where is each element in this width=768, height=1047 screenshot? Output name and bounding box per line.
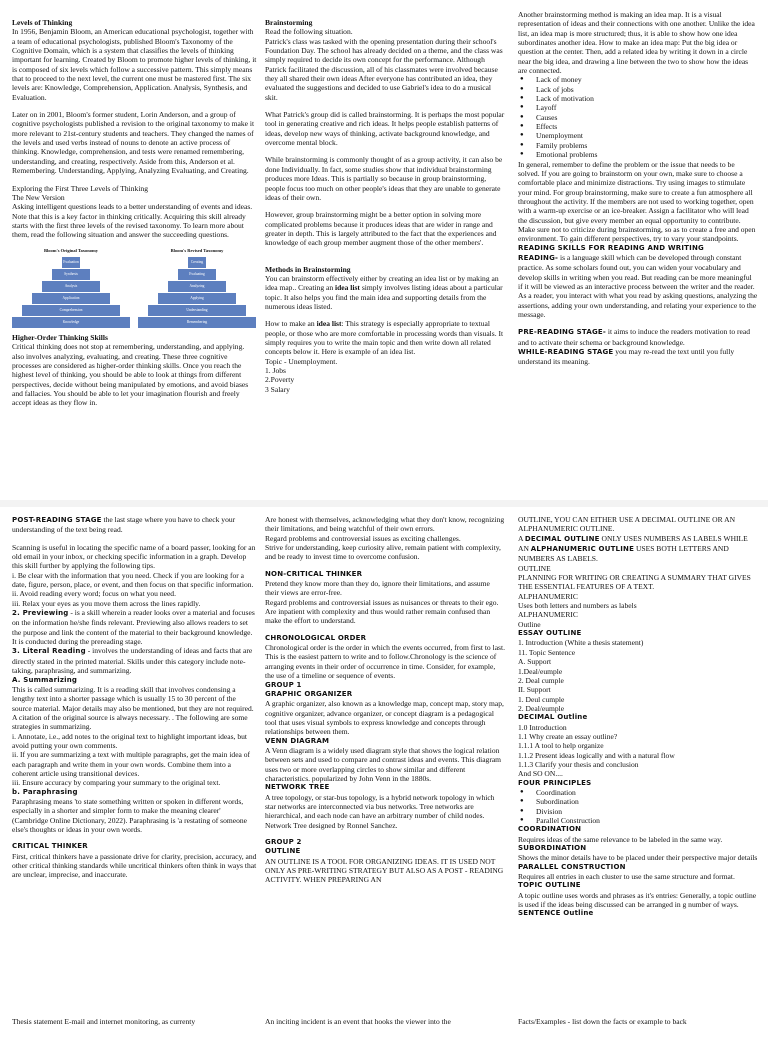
revised-taxonomy-pyramid bbox=[138, 246, 256, 329]
pyramid-title: Bloom's Original Taxonomy bbox=[43, 247, 98, 253]
idea-list-item: 1. Jobs bbox=[265, 366, 286, 375]
paragraph: Regard problems and controversial issues as nuisances or threats to their ego. bbox=[265, 597, 499, 607]
bullet-item: ● Family problems bbox=[536, 141, 758, 150]
page3-column-2: An inciting incident is an event that hooks the viewer into the bbox=[265, 1017, 451, 1026]
paragraph: Scanning is useful in locating the specific name of a board passer, looking for an old email in your inbox, or checking specific information in a graph. Develop this skill further by applying the following tips. bbox=[12, 542, 256, 571]
outline-item: 1.0 Introduction bbox=[518, 722, 567, 732]
paragraph: 2. Previewing - is a skill wherein a reader looks over a material and focuses on the information he/she finds relevant. Previewing also allows readers to set the purpose and link the content of the material to their background knowledge. It is conducted during the prereading stage. bbox=[12, 608, 255, 647]
paragraph: A tree topology, or star-bus topology, is a hybrid network topology in which star networks are interconnected via bus networks. Tree networks are hierarchical, and each node can have an arbitrary number of child nodes. Network Tree designed by Ronnel Sanchez. bbox=[265, 792, 495, 830]
idea-list-item: 2.Poverty bbox=[265, 375, 295, 385]
page1-column-3 bbox=[518, 10, 758, 367]
paragraph: Are inpatient with complexity and thus would rather remain confused than make the effort to understand. bbox=[265, 607, 491, 626]
paragraph: Asking intelligent questions leads to a better understanding of events and ideas. Note that this is a key factor in thinking critically. Acquiring this skill already starts with the first three levels of the revised taxonomy. To learn more about them, read the following situation and answer the succeeding questions. bbox=[12, 202, 253, 240]
paragraph: Chronological order is the order in which the events occurred, from first to last. This is the easiest pattern to write and to follow.Chronology is the science of arranging events in their order of occurrence in time. Consider, for example, the use of a timeline or sequence of events. bbox=[265, 643, 505, 681]
heading-levels-of-thinking: Levels of Thinking bbox=[12, 18, 73, 27]
outline-item: And SO ON.... bbox=[518, 769, 563, 779]
paragraph: Strive for understanding, keep curiosity alive, remain patient with complexity, and be ready to invest time to overcome confusion. bbox=[265, 543, 501, 562]
bullet-item: ● Lack of jobs bbox=[536, 85, 758, 94]
outline-item: 2. Deal/eumple bbox=[518, 703, 565, 713]
paragraph: A graphic organizer, also known as a knowledge map, concept map, story map, cognitive organizer, advance organizer, or concept diagram is a pedagogical tool that uses visual symbols to express knowledge and concepts through relationships between them. bbox=[265, 699, 504, 737]
document-page-1 bbox=[0, 0, 768, 500]
outline-item: 1.1.3 Clarify your thesis and conclusion bbox=[518, 759, 639, 769]
bullet-item: ● Layoff bbox=[536, 103, 758, 112]
pyramid-level: Evaluating bbox=[178, 269, 216, 280]
pyramid-level: Applying bbox=[158, 293, 236, 304]
heading-methods-in-brainstorming: Methods in Brainstorming bbox=[265, 264, 351, 274]
paragraph: PRE-READING STAGE- it aims to induce the readers motivation to read and to activate their schema or background knowledge. bbox=[518, 327, 750, 347]
heading-paraphrasing: b. Paraphrasing bbox=[12, 787, 78, 796]
paragraph-subtitle: The New Version bbox=[12, 192, 65, 202]
outline-item: A. Support bbox=[518, 657, 552, 667]
strategy-item: i. Annotate, i.e., add notes to the original text to highlight important ideas, but avoid putting your own comments. bbox=[12, 731, 247, 750]
paragraph: 3. Literal Reading - involves the understanding of ideas and facts that are directly stated in the printed material. Skills under this category include note-taking, paraphrasing, and summarizing. bbox=[12, 646, 253, 676]
outline-item: II. Support bbox=[518, 685, 551, 695]
bullet-item: ● Parallel Construction bbox=[536, 816, 758, 825]
page1-column-2 bbox=[265, 18, 505, 394]
paragraph: A topic outline uses words and phrases as it's entries: Generally, a topic outline is used if the ideas being discussed can be arranged in g number of ways. bbox=[518, 890, 757, 910]
heading-network-tree: NETWORK TREE bbox=[265, 783, 330, 792]
page2-column-2 bbox=[265, 515, 505, 885]
paragraph: READING- is a language skill which can be developed through constant practice. As some scholars found out, you can widen your vocabulary and develop skills in writing when you read. But reading can be more meaningful if it will be viewed as an interactive process between the writer and the reader. As a reader, you interact with what you read by asking questions, analyzing the assertions, adding your own understanding, and relating your experience to the message. bbox=[518, 252, 758, 319]
heading-group-2: GROUP 2 bbox=[265, 838, 302, 846]
heading-coordination: COORDINATION bbox=[518, 825, 582, 834]
paragraph: First, critical thinkers have a passionate drive for clarity, precision, accuracy, and other critical thinking standards while uncritical thinkers often think in ways that are unclear, imprecise, and inaccurate. bbox=[12, 851, 257, 880]
bullet-item: ● Emotional problems bbox=[536, 150, 758, 159]
outline-item: 1.1.1 A tool to help organize bbox=[518, 741, 604, 751]
pyramid-level: Remembering bbox=[138, 317, 256, 328]
bullet-item: ● Subordination bbox=[536, 797, 758, 806]
pyramid-level: Analyzing bbox=[168, 281, 226, 292]
paragraph: AN OUTLINE IS A TOOL FOR ORGANIZING IDEAS. IT IS USED NOT ONLY AS PRE-WRITING STRATEGY BUT ALSO AS A POST - READING ACTIVITY. WHEN PREPARING AN bbox=[265, 856, 504, 885]
paragraph: Requires ideas of the same relevance to be labeled in the same way. bbox=[518, 834, 723, 844]
outline-line: Uses both letters and numbers as labels bbox=[518, 601, 637, 611]
heading-topic-outline: TOPIC OUTLINE bbox=[518, 881, 581, 890]
idea-list-item: 3 Salary bbox=[265, 384, 290, 394]
paragraph: In 1956, Benjamin Bloom, an American educational psychologist, together with a team of educational psychologists, published Bloom's Taxonomy of the Cognitive Domain, which is a system that classifies the levels of thinking important for learning. Created by Bloom to promote higher levels of thinking, it is composed of six levels which follow a successive pattern. This simply means that to proceed to the next level, the current one must be mastered first. The six levels are: Knowledge, Comprehension, Application. Analysis, Synthesis, and Evaluation. bbox=[12, 27, 257, 102]
page2-column-3 bbox=[518, 515, 758, 919]
outline-item: 11. Topic Sentence bbox=[518, 647, 576, 657]
paragraph: How to make an idea list: This strategy is especially appropriate to textual people, or those who are more comfortable in processing words than visuals. It simply requires you to write the main topic and then write down all related concepts below it. Here is example of an idea list. bbox=[265, 319, 504, 357]
paragraph: What Patrick's group did is called brainstorming. It is perhaps the most popular tool in generating creative and rich ideas. It helps people establish patterns of ideas, develop new ways of thinking, activate background knowledge, and overcome mental block. bbox=[265, 110, 505, 148]
pyramid-level: Understanding bbox=[148, 305, 246, 316]
paragraph: POST-READING STAGE the last stage where you have to check your understanding of the text being read. bbox=[12, 515, 236, 535]
heading-subordination: SUBORDINATION bbox=[518, 844, 587, 853]
paragraph: WHILE-READING STAGE you may re-read the text until you fully understand its meaning. bbox=[518, 347, 735, 367]
heading-critical-thinker: CRITICAL THINKER bbox=[12, 842, 88, 851]
heading-parallel-construction: PARALLEL CONSTRUCTION bbox=[518, 862, 626, 871]
outline-line: ALPHANUMERIC bbox=[518, 591, 578, 601]
paragraph: Regard problems and controversial issues as exciting challenges. bbox=[265, 533, 461, 543]
heading-venn-diagram: VENN DIAGRAM bbox=[265, 736, 330, 745]
document-page-2 bbox=[0, 507, 768, 1017]
idea-map-bullet-list bbox=[518, 75, 758, 159]
paragraph: OUTLINE, YOU CAN EITHER USE A DECIMAL OUTLINE OR AN ALPHANUMERIC OUTLINE. bbox=[518, 515, 736, 534]
bullet-item: ● Lack of money bbox=[536, 75, 758, 84]
heading-essay-outline: ESSAY OUTLINE bbox=[518, 629, 582, 638]
pyramid-level: Analysis bbox=[42, 281, 100, 292]
paragraph: You can brainstorm effectively either by creating an idea list or by making an idea map.. Creating an idea list simply involves listing ideas about a particular topic. It also helps you find the main idea and supporting details from the numerous ideas listed. bbox=[265, 273, 503, 311]
bullet-item: ● Causes bbox=[536, 113, 758, 122]
tip-item: i. Be clear with the information that you need. Check if you are looking for a date, figure, person, place, or event, and then focus on that specific information. bbox=[12, 570, 254, 590]
paragraph: However, group brainstorming might be a better option in solving more complicated problems because it produces ideas that are wider in range and greater in depth. This is largely attributed to the fact that the experiences and knowledge of each group member augment those of the other members'. bbox=[265, 210, 497, 248]
bullet-item: ● Effects bbox=[536, 122, 758, 131]
heading-higher-order-thinking: Higher-Order Thinking Skills bbox=[12, 332, 108, 342]
tip-item: iii. Relax your eyes as you move them across the lines rapidly. bbox=[12, 598, 201, 608]
page1-column-1 bbox=[12, 18, 257, 416]
heading-decimal-outline: DECIMAL Outline bbox=[518, 713, 588, 722]
strategy-item: iii. Ensure accuracy by comparing your summary to the original text. bbox=[12, 778, 221, 788]
heading-sentence-outline: SENTENCE Outline bbox=[518, 909, 594, 918]
blooms-taxonomy-figure bbox=[12, 246, 257, 329]
paragraph: Patrick's class was tasked with the opening presentation during their school's Foundation Day. The school has already decided on a theme, and the class was simply required to decide its own concept for the performance. Although Patrick facilitated the discussion, all of his classmates were involved because they all shared their own ideas After everyone has contributed an idea, they evaluated the suggestions and decided to use Gabriel's idea to do a musical skit. bbox=[265, 36, 503, 102]
heading-graphic-organizer: GRAPHIC ORGANIZER bbox=[265, 689, 353, 698]
outline-item: 1. Deul cumple bbox=[518, 694, 565, 704]
page3-column-1: Thesis statement E-mail and internet monitoring, as currenty bbox=[12, 1017, 196, 1026]
heading-summarizing: A. Summarizing bbox=[12, 675, 78, 684]
idea-list-title: Topic - Unemployment. bbox=[265, 356, 338, 366]
tip-item: ii. Avoid reading every word; focus on what you need. bbox=[12, 589, 176, 599]
heading-group-1: GROUP 1 bbox=[265, 680, 302, 689]
paragraph: Are honest with themselves, acknowledging what they don't know, recognizing their limitations, and being watchful of their own errors. bbox=[265, 515, 505, 534]
original-taxonomy-pyramid bbox=[12, 246, 130, 329]
paragraph: In general, remember to define the problem or the issue that needs to be solved. If you are going to brainstorm on your own, make sure to choose a comfortable place and minimize distractions. Try using images to stimulate your mind. For group brainstorming, make sure to create a fun atmosphere all throughout the activity. If the members are not used to working together, open with a warm-up exercise or an ice-breaker. Assign a facilitator who will lead the discussion, but give every member an equal opportunity to contribute. Make sure not to criticize during brainstorming, so as to create a free and open environment. To gain different perspectives, try to vary your standpoints. bbox=[518, 159, 756, 244]
paragraph: Paraphrasing means 'to state something written or spoken in different words, especially in a shorter and simpler form to make the meaning clearer' (Cambridge Online Dictionary, 2022). Paraphrasing is 'a restating of someone else's thoughts or ideas in your own words. bbox=[12, 796, 247, 834]
pyramid-level: Synthesis bbox=[52, 269, 90, 280]
document-page-3 bbox=[0, 1017, 768, 1047]
pyramid-level: Application bbox=[32, 293, 110, 304]
heading-reading-skills: READING SKILLS FOR READING AND WRITING bbox=[518, 243, 704, 252]
outline-item: 2. Deal cumple bbox=[518, 675, 564, 685]
paragraph: Requires all entries in each cluster to use the same structure and format. bbox=[518, 872, 735, 882]
paragraph: A DECIMAL OUTLINE ONLY USES NUMBERS AS LABELS WHILE AN ALPHANUMERIC OUTLINE USES BOTH LETTERS AND NUMBERS AS LABELS. bbox=[518, 533, 748, 564]
paragraph: Another brainstorming method is making an idea map. It is a visual representation of ideas and their connections with one another. Unlike the idea list, an idea map is more structured; thus, it is able to show how one idea subordinates another idea. How to make an idea map: Put the big idea or question at the center. Then, add a related idea by writing it down in a circle near the big idea, and drawing a line between the two to show how the ideas are connected. bbox=[518, 10, 755, 76]
bullet-item: ● Coordination bbox=[536, 788, 758, 797]
page3-column-3: Facts/Examples - list down the facts or example to back bbox=[518, 1017, 687, 1026]
bullet-item: ● Division bbox=[536, 807, 758, 816]
paragraph: This is called summarizing. It is a reading skill that involves condensing a lengthy text into a shorter passage which is usually 15 to 30 percent of the source material. Major details may also be mentioned, but they are not required. A citation of the original source is always necessary. . The following are some strategies in summarizing. bbox=[12, 684, 254, 732]
paragraph: Shows the minor details have to be placed under their perspective major details bbox=[518, 853, 758, 863]
outline-line: Outline bbox=[518, 619, 541, 629]
heading-chronological-order: CHRONOLOGICAL ORDER bbox=[265, 633, 367, 642]
outline-line: OUTLINE bbox=[518, 563, 551, 573]
outline-item: 1.Deal/eumple bbox=[518, 666, 563, 676]
heading-outline: OUTLINE bbox=[265, 847, 301, 856]
pyramid-title: Bloom's Revised Taxonomy bbox=[170, 247, 224, 253]
pyramid-level: Evaluation bbox=[62, 257, 80, 268]
outline-line: PLANNING FOR WRITING OR CREATING A SUMMARY THAT GIVES THE ESSENTIAL FEATURES OF A TEXT. bbox=[518, 573, 751, 592]
paragraph: A Venn diagram is a widely used diagram style that shows the logical relation between sets and used to compare and contrast ideas and events. This diagram uses two or more overlapping circles to show similar and different characteristics. popularized by John Venn in the 1880s. bbox=[265, 745, 502, 783]
page2-column-1 bbox=[12, 515, 257, 880]
heading-non-critical-thinker: NON-CRITICAL THINKER bbox=[265, 569, 363, 578]
outline-item: 1. Introduction (White a thesis statement) bbox=[518, 638, 644, 648]
pyramid-level: Knowledge bbox=[12, 317, 130, 328]
strategy-item: ii. If you are summarizing a text with multiple paragraphs, get the main idea of each paragraph and write them in your own words. Combine them into a coherent article using transitional devices. bbox=[12, 750, 251, 778]
bullet-item: ● Unemployment bbox=[536, 131, 758, 140]
paragraph-title: Exploring the First Three Levels of Thinking bbox=[12, 183, 148, 193]
outline-item: 1.1 Why create an essay outline? bbox=[518, 731, 618, 741]
paragraph: Pretend they know more than they do, ignore their limitations, and assume their views are error-free. bbox=[265, 579, 490, 598]
principles-bullet-list bbox=[518, 788, 758, 825]
outline-line: ALPHANUMERIC bbox=[518, 610, 578, 620]
paragraph: Read the following situation. bbox=[265, 27, 353, 37]
heading-brainstorming: Brainstorming bbox=[265, 18, 313, 27]
pyramid-level: Comprehension bbox=[22, 305, 120, 316]
paragraph: Later on in 2001, Bloom's former student, Lorin Anderson, and a group of cognitive psychologists published a revision to the original taxonomy to make it more relevant to 21st-century students and teachers. They changed the names of the levels and used verbs instead of nouns to denote an active process of thinking. Knowledge, comprehension, and tests were renamed remembering, understanding, and creating, respectively. Aside from this, Anderson et al. Remembering. Understanding, Applying, Analyzing Evaluating, and Creating. bbox=[12, 110, 255, 176]
outline-item: 1.1.2 Present ideas logically and with a natural flow bbox=[518, 750, 675, 760]
heading-four-principles: FOUR PRINCIPLES bbox=[518, 778, 592, 787]
bullet-item: ● Lack of motivation bbox=[536, 94, 758, 103]
paragraph: Critical thinking does not stop at remembering, understanding, and applying. also involves analyzing, evaluating, and creating. These three cognitive processes are considered as higher-order thinking skills. Once you reach the highest level of thinking, you should be able to look at things from different perspectives, decide without being manipulated by emotions, and avoid biases and fallacies. You should be able to let your imagination flourish and freely accept ideas as they flow in. bbox=[12, 342, 249, 408]
pyramid-level: Creating bbox=[188, 257, 206, 268]
paragraph: While brainstorming is commonly thought of as a group activity, it can also be done Individually. In fact, some studies show that individual brainstorming produces more Ideas. This is partially so because in group brainstorming, people focus too much on other people's ideas that they are unable to generate ideas of their own. bbox=[265, 155, 503, 202]
